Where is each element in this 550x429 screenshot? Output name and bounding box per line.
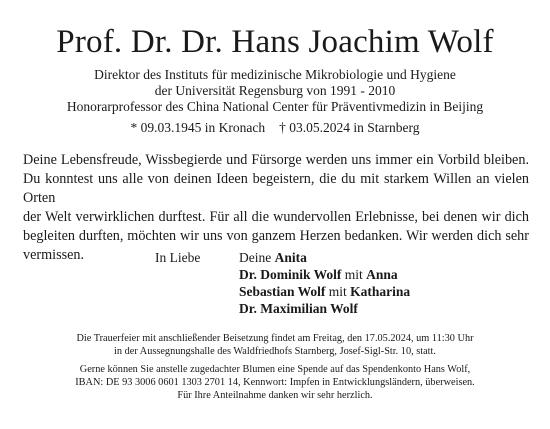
family-prefix: Deine: [239, 250, 272, 265]
family-connector: mit: [328, 284, 347, 299]
family-line: [239, 249, 410, 266]
family-names: [239, 249, 410, 317]
funeral-info: [0, 332, 550, 358]
tribute-line: der Welt verwirklichen durftest. Für all die wundervollen Erlebnisse, bei denen wir dich: [23, 209, 529, 226]
donation-info: [0, 363, 550, 402]
family-member: Dr. Maximilian Wolf: [239, 301, 358, 316]
family-connector: mit: [344, 267, 363, 282]
family-label: In Liebe: [155, 250, 201, 265]
death-date: † 03.05.2024 in Starnberg: [279, 120, 420, 135]
birth-date: * 09.03.1945 in Kronach: [130, 120, 266, 135]
donation-line: Für Ihre Anteilnahme danken wir sehr herzlich.: [177, 390, 373, 401]
tribute-line: Deine Lebensfreude, Wissbegierde und Fürsorge werden uns immer ein Vorbild bleiben.: [23, 152, 529, 168]
roles-block: [0, 67, 550, 115]
life-dates: [0, 120, 550, 136]
family-member: Dr. Dominik Wolf: [239, 267, 342, 282]
role-line: Honorarprofessor des China National Center für Präventivmedizin in Beijing: [66, 99, 484, 114]
tribute-line: begleiten durften, möchten wir uns von ganzem Herzen bedanken. Wir werden dich sehr: [23, 228, 529, 245]
donation-line: IBAN: DE 93 3006 0601 1303 2701 14, Kennwort: Impfen in Entwicklungsländern, überweisen.: [75, 377, 475, 388]
role-line: Direktor des Instituts für medizinische Mikrobiologie und Hygiene: [94, 67, 456, 82]
family-member: Anna: [366, 267, 398, 282]
family-member: Anita: [274, 250, 307, 265]
funeral-line: Die Trauerfeier mit anschließender Beisetzung findet am Freitag, den 17.05.2024, um 11:30 Uhr: [76, 333, 474, 344]
funeral-line: in der Aussegnungshalle des Waldfriedhofs Starnberg, Josef-Sigl-Str. 10, statt.: [114, 346, 436, 357]
family-line: [239, 266, 410, 283]
tribute-line: Du konntest uns alle von deinen Ideen begeistern, die du mit starkem Willen an vielen Orten: [23, 171, 529, 207]
role-line: der Universität Regensburg von 1991 - 2010: [154, 83, 396, 98]
family-line: [239, 300, 410, 317]
family-member: Katharina: [350, 284, 411, 299]
family-line: [239, 283, 410, 300]
deceased-name: Prof. Dr. Dr. Hans Joachim Wolf: [56, 24, 494, 60]
donation-line: Gerne können Sie anstelle zugedachter Blumen eine Spende auf das Spendenkonto Hans Wolf,: [79, 364, 471, 375]
tribute-line: vermissen.: [23, 247, 85, 264]
family-member: Sebastian Wolf: [239, 284, 326, 299]
